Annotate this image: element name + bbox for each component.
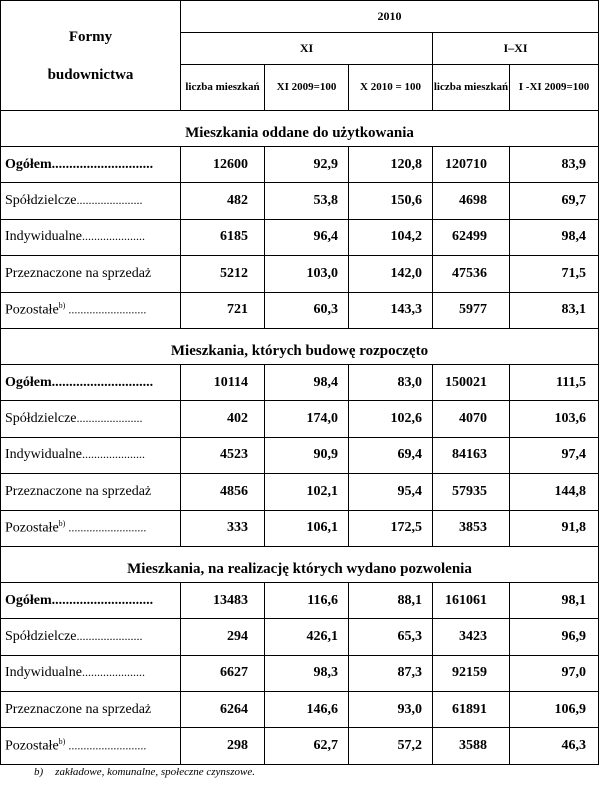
section-title: Mieszkania, których budowę rozpoczęto <box>1 328 599 364</box>
value-index-xi-2009: 92,9 <box>265 147 349 183</box>
value-count-cumulative: 120710 <box>433 147 510 183</box>
table-row <box>1 364 599 400</box>
table-row <box>1 510 599 546</box>
value-index-xi-2009: 96,4 <box>265 219 349 255</box>
row-label-cell <box>1 510 181 546</box>
row-label: Indywidualne <box>5 447 82 463</box>
value-index-ixi-2009: 69,7 <box>510 183 599 219</box>
row-label-cell <box>1 655 181 691</box>
row-label: Pozostałe <box>5 738 59 754</box>
value-count-cumulative: 62499 <box>433 219 510 255</box>
value-count-month: 12600 <box>181 147 265 183</box>
value-count-month: 5212 <box>181 256 265 292</box>
value-count-cumulative: 3853 <box>433 510 510 546</box>
value-count-cumulative: 150021 <box>433 364 510 400</box>
value-count-cumulative: 5977 <box>433 292 510 328</box>
value-index-ixi-2009: 46,3 <box>510 728 599 764</box>
value-count-cumulative: 61891 <box>433 692 510 728</box>
row-label-cell <box>1 256 181 292</box>
leader-dots: ...................... <box>76 628 143 643</box>
leader-dots: .......................... <box>65 738 147 753</box>
value-index-xi-2009: 103,0 <box>265 256 349 292</box>
value-index-x-2010: 69,4 <box>349 437 433 473</box>
col-header-x-index: X 2010 = 100 <box>349 65 433 111</box>
value-index-x-2010: 57,2 <box>349 728 433 764</box>
row-label-cell <box>1 619 181 655</box>
value-index-x-2010: 150,6 <box>349 183 433 219</box>
value-index-xi-2009: 53,8 <box>265 183 349 219</box>
table-row <box>1 401 599 437</box>
table-row <box>1 655 599 691</box>
footnote-mark: b) <box>34 766 44 778</box>
value-count-month: 6627 <box>181 655 265 691</box>
footnote-reference: b) <box>58 737 66 747</box>
table-row <box>1 183 599 219</box>
section-title: Mieszkania oddane do użytkowania <box>1 111 599 147</box>
value-index-x-2010: 93,0 <box>349 692 433 728</box>
leader-dots: .......................... <box>65 303 147 318</box>
value-index-x-2010: 102,6 <box>349 401 433 437</box>
value-count-month: 402 <box>181 401 265 437</box>
row-label-cell <box>1 437 181 473</box>
row-label-cell <box>1 292 181 328</box>
value-count-month: 294 <box>181 619 265 655</box>
row-label: Pozostałe <box>5 521 59 537</box>
forms-header-line1: Formy <box>68 28 113 45</box>
row-label: Spółdzielcze <box>5 628 77 644</box>
value-count-cumulative: 4698 <box>433 183 510 219</box>
leader-dots: ............................. <box>51 374 154 390</box>
value-count-cumulative: 3423 <box>433 619 510 655</box>
row-label: Indywidualne <box>5 229 82 245</box>
value-count-cumulative: 57935 <box>433 474 510 510</box>
col-header-count-month: liczba mieszkań <box>181 65 265 111</box>
value-count-month: 4856 <box>181 474 265 510</box>
value-count-cumulative: 47536 <box>433 256 510 292</box>
value-count-month: 4523 <box>181 437 265 473</box>
leader-dots: ............................. <box>51 156 154 172</box>
value-index-ixi-2009: 98,1 <box>510 582 599 618</box>
value-index-x-2010: 172,5 <box>349 510 433 546</box>
table-row <box>1 582 599 618</box>
row-label: Ogółem <box>5 156 52 172</box>
leader-dots: ..................... <box>81 665 145 680</box>
footnote <box>34 766 255 778</box>
row-label-cell <box>1 219 181 255</box>
leader-dots: ..................... <box>81 447 145 462</box>
value-index-ixi-2009: 96,9 <box>510 619 599 655</box>
row-label: Przeznaczone na sprzedaż <box>5 701 152 717</box>
value-index-x-2010: 143,3 <box>349 292 433 328</box>
table-row <box>1 219 599 255</box>
row-label: Spółdzielcze <box>5 193 77 209</box>
value-index-x-2010: 87,3 <box>349 655 433 691</box>
row-label: Ogółem <box>5 592 52 608</box>
value-index-ixi-2009: 98,4 <box>510 219 599 255</box>
row-label: Spółdzielcze <box>5 411 77 427</box>
table-row <box>1 437 599 473</box>
table-row <box>1 292 599 328</box>
value-index-xi-2009: 62,7 <box>265 728 349 764</box>
value-index-ixi-2009: 144,8 <box>510 474 599 510</box>
value-index-xi-2009: 90,9 <box>265 437 349 473</box>
value-index-ixi-2009: 111,5 <box>510 364 599 400</box>
month-period-header: XI <box>181 33 433 65</box>
row-label: Ogółem <box>5 374 52 390</box>
value-index-ixi-2009: 106,9 <box>510 692 599 728</box>
table-row <box>1 147 599 183</box>
leader-dots: .......................... <box>65 521 147 536</box>
row-label-cell <box>1 183 181 219</box>
value-count-month: 6264 <box>181 692 265 728</box>
value-count-month: 333 <box>181 510 265 546</box>
table-row <box>1 728 599 764</box>
value-count-cumulative: 3588 <box>433 728 510 764</box>
value-index-x-2010: 65,3 <box>349 619 433 655</box>
value-index-xi-2009: 98,4 <box>265 364 349 400</box>
row-label: Przeznaczone na sprzedaż <box>5 483 152 499</box>
section-title: Mieszkania, na realizację których wydano pozwolenia <box>1 546 599 582</box>
value-count-month: 298 <box>181 728 265 764</box>
row-label-cell <box>1 474 181 510</box>
table-row <box>1 474 599 510</box>
footnote-text: zakładowe, komunalne, społeczne czynszowe. <box>55 766 255 778</box>
value-index-xi-2009: 60,3 <box>265 292 349 328</box>
table-row <box>1 256 599 292</box>
value-index-ixi-2009: 97,4 <box>510 437 599 473</box>
forms-header-line2: budownictwa <box>47 66 134 83</box>
value-count-month: 482 <box>181 183 265 219</box>
value-count-month: 13483 <box>181 582 265 618</box>
value-index-x-2010: 95,4 <box>349 474 433 510</box>
leader-dots: ..................... <box>81 229 145 244</box>
value-index-xi-2009: 116,6 <box>265 582 349 618</box>
value-index-xi-2009: 102,1 <box>265 474 349 510</box>
footnote-reference: b) <box>58 301 66 311</box>
value-index-ixi-2009: 91,8 <box>510 510 599 546</box>
value-index-xi-2009: 174,0 <box>265 401 349 437</box>
value-count-cumulative: 4070 <box>433 401 510 437</box>
value-index-ixi-2009: 103,6 <box>510 401 599 437</box>
value-index-x-2010: 83,0 <box>349 364 433 400</box>
value-index-ixi-2009: 83,9 <box>510 147 599 183</box>
col-header-ixi-index: I -XI 2009=100 <box>510 65 599 111</box>
row-label: Pozostałe <box>5 303 59 319</box>
cumulative-period-header: I–XI <box>433 33 599 65</box>
value-index-x-2010: 120,8 <box>349 147 433 183</box>
value-count-month: 10114 <box>181 364 265 400</box>
leader-dots: ............................. <box>51 592 154 608</box>
footnote-reference: b) <box>58 519 66 529</box>
value-index-x-2010: 142,0 <box>349 256 433 292</box>
col-header-xi-index: XI 2009=100 <box>265 65 349 111</box>
value-index-xi-2009: 426,1 <box>265 619 349 655</box>
value-index-xi-2009: 106,1 <box>265 510 349 546</box>
row-label: Indywidualne <box>5 665 82 681</box>
row-label-cell <box>1 582 181 618</box>
value-count-month: 6185 <box>181 219 265 255</box>
value-index-xi-2009: 98,3 <box>265 655 349 691</box>
row-label-cell <box>1 401 181 437</box>
year-header: 2010 <box>181 1 599 33</box>
col-header-count-cumulative: liczba mieszkań <box>433 65 510 111</box>
row-label-cell <box>1 147 181 183</box>
leader-dots: ...................... <box>76 193 143 208</box>
value-index-xi-2009: 146,6 <box>265 692 349 728</box>
value-count-month: 721 <box>181 292 265 328</box>
table-row <box>1 692 599 728</box>
row-label: Przeznaczone na sprzedaż <box>5 265 152 281</box>
leader-dots: ...................... <box>76 411 143 426</box>
value-index-x-2010: 88,1 <box>349 582 433 618</box>
row-label-cell <box>1 364 181 400</box>
value-index-ixi-2009: 97,0 <box>510 655 599 691</box>
table-row <box>1 619 599 655</box>
value-index-x-2010: 104,2 <box>349 219 433 255</box>
value-index-ixi-2009: 71,5 <box>510 256 599 292</box>
value-count-cumulative: 161061 <box>433 582 510 618</box>
value-count-cumulative: 84163 <box>433 437 510 473</box>
value-index-ixi-2009: 83,1 <box>510 292 599 328</box>
row-label-cell <box>1 692 181 728</box>
row-label-cell <box>1 728 181 764</box>
forms-header-cell <box>1 1 181 111</box>
value-count-cumulative: 92159 <box>433 655 510 691</box>
